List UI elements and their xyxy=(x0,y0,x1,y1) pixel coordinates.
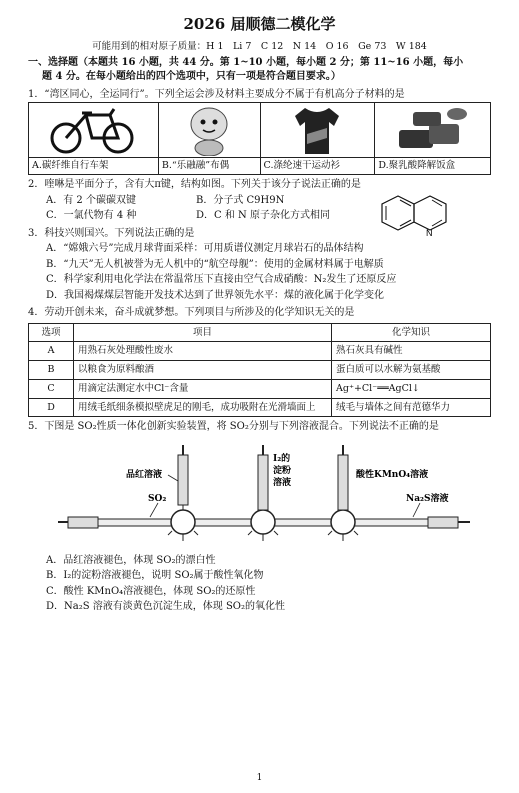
option-d-cell: D.聚乳酸降解饭盒 xyxy=(375,103,491,175)
q1-image-table xyxy=(28,102,491,175)
plush-doll-image xyxy=(159,103,260,157)
label-kmno4: 酸性KMnO₄溶液 xyxy=(356,469,429,480)
question-stem: 3．科技兴则国兴。下列说法正确的是 xyxy=(28,227,195,239)
option-a: A．品红溶液褪色，体现 SO₂的漂白性 xyxy=(46,554,216,566)
q4-table xyxy=(28,323,491,418)
label-pinhong: 品红溶液 xyxy=(126,469,163,480)
label-so2: SO₂ xyxy=(148,493,167,504)
question-stem: 1．“湾区同心，全运同行”。下列全运会涉及材料主要成分不属于有机高分子材料的是 xyxy=(28,88,405,100)
section-header: 一、选择题（本题共 16 小题，共 44 分。第 1~10 小题，每小题 2 分；第 11~16 小题，每小 题 4 分。在每小题给出的四个选项中，只有一项是符合题目要求。） xyxy=(28,56,464,83)
option-d: D．C 和 N 原子杂化方式相同 xyxy=(196,210,330,222)
label-i2: I₂的 xyxy=(273,453,291,464)
option-c: C．一氯代物有 4 种 xyxy=(46,210,137,222)
option-a-cell: A.碳纤维自行车架 xyxy=(29,103,159,175)
option-a: A．“嫦娥六号”完成月球背面采样：可用质谱仪测定月球岩石的晶体结构 xyxy=(46,243,364,255)
option-b-cell: B.“乐融融”布偶 xyxy=(158,103,260,175)
option-d: D．Na₂S 溶液有淡黄色沉淀生成，体现 SO₂的氧化性 xyxy=(46,601,286,613)
question-stem: 2．喹啉是平面分子，含有大π键，结构如图。下列关于该分子说法正确的是 xyxy=(28,179,361,191)
question-1 xyxy=(28,88,491,176)
table-row: C 用滴定法测定水中Cl⁻含量 Ag⁺+Cl⁻══AgCl↓ xyxy=(29,379,491,398)
label-rongye: 溶液 xyxy=(273,477,292,488)
header-project: 项目 xyxy=(74,323,332,342)
lunch-box-image xyxy=(375,103,490,157)
option-a: A．有 2 个碳碳双键 xyxy=(46,194,136,206)
table-row: B 以粮食为原料酿酒 蛋白质可以水解为氨基酸 xyxy=(29,361,491,380)
header-option: 选项 xyxy=(29,323,74,342)
question-4 xyxy=(28,306,491,417)
quinoline-structure xyxy=(378,192,458,238)
question-stem: 4．劳动开创未来，奋斗成就梦想。下列项目与所涉及的化学知识无关的是 xyxy=(28,307,355,319)
table-row: A 用熟石灰处理酸性废水 熟石灰具有碱性 xyxy=(29,342,491,361)
option-c: C．科学家利用电化学法在常温常压下直接由空气合成硝酸：N₂发生了还原反应 xyxy=(46,274,397,286)
label-na2s: Na₂S溶液 xyxy=(406,493,449,504)
option-b: B．分子式 C9H9N xyxy=(196,194,285,206)
table-row: D 用绒毛纸细条模拟壁虎足的刚毛，成功吸附在光滑墙面上 绒毛与墙体之间有范德华力 xyxy=(29,398,491,417)
label-dianfen: 淀粉 xyxy=(273,465,292,476)
page-number: 1 xyxy=(256,772,263,783)
option-c: C．酸性 KMnO₄溶液褪色，体现 SO₂的还原性 xyxy=(46,585,256,597)
so2-apparatus-diagram xyxy=(28,435,491,553)
option-c-cell: C.涤纶速干运动衫 xyxy=(260,103,375,175)
option-b: B．I₂的淀粉溶液褪色，说明 SO₂属于酸性氧化物 xyxy=(46,570,264,582)
nitrogen-atom-label: N xyxy=(426,228,433,239)
bulb-1 xyxy=(168,445,198,541)
header-knowledge: 化学知识 xyxy=(332,323,491,342)
page-title: 2026 届顺德二模化学 xyxy=(183,15,336,33)
question-5 xyxy=(28,420,491,615)
bicycle-frame-image xyxy=(29,103,158,157)
option-b: B．“九天”无人机被誉为无人机中的“航空母舰”：使用的金属材料属于电解质 xyxy=(46,258,384,270)
atomic-masses: 可能用到的相对原子质量：H 1 Li 7 C 12 N 14 O 16 Ge 73 W 184 xyxy=(92,40,427,52)
bulb-3 xyxy=(328,445,358,541)
option-d: D．我国褐煤煤层智能开发技术达到了世界领先水平：煤的液化属于化学变化 xyxy=(46,289,385,301)
question-stem: 5．下图是 SO₂性质一体化创新实验装置，将 SO₂分别与下列溶液混合。下列说法不正确的是 xyxy=(28,421,439,433)
sports-shirt-image xyxy=(261,103,375,157)
